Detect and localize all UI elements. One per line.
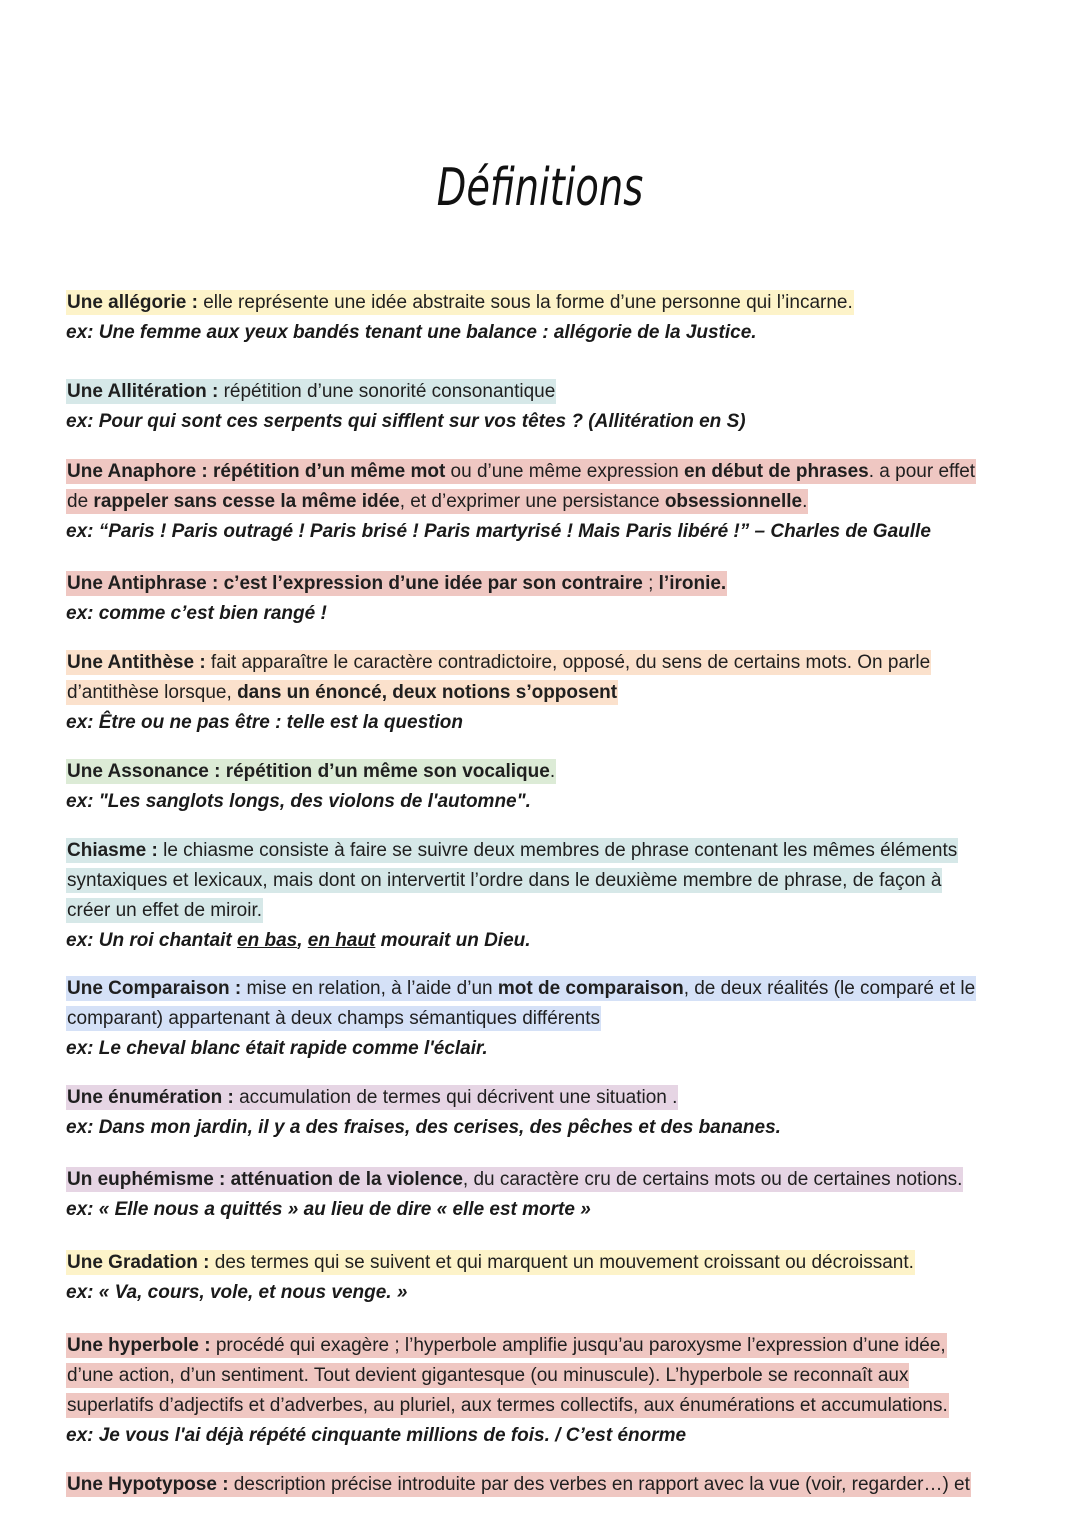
hypotypose-definition [66,1472,971,1497]
entry-hyperbole [66,1331,1016,1451]
example-text: ex: Une femme aux yeux bandés tenant une balance : allégorie de la Justice. [66,322,757,343]
definition-text: , du caractère cru de certains mots ou de certaines notions. [462,1169,963,1190]
term-label: Une Comparaison : [67,978,242,999]
example-part: , [297,930,308,951]
entry-anaphore [66,457,1016,547]
term-label: Une énumération : [67,1087,234,1108]
chiasme-definition-line1 [66,838,958,863]
definition-bold: l’ironie. [658,573,727,594]
definition-text: accumulation de termes qui décrivent une situation . [233,1087,678,1108]
example-part: mourait un Dieu. [375,930,531,951]
example-text: ex: "Les sanglots longs, des violons de l'automne". [66,791,531,812]
assonance-definition [66,759,556,784]
definition-text: ou d’une même expression [445,461,684,482]
example-underlined: en bas [237,930,298,951]
entry-comparaison [66,974,1016,1064]
example-text [66,926,1016,956]
anaphore-definition-line2 [66,489,808,514]
entry-chiasme [66,836,1016,956]
comparaison-definition-line1 [66,976,976,1001]
term-label: Une hyperbole : [67,1335,211,1356]
example-text: ex: Dans mon jardin, il y a des fraises, des cerises, des pêches et des bananes. [66,1117,781,1138]
definition-text: répétition d’une sonorité consonantique [218,381,556,402]
enumeration-definition [66,1085,678,1110]
term-label: Chiasme : [67,840,158,861]
definition-text: , et d’exprimer une persistance [399,491,665,512]
example-text: ex: Pour qui sont ces serpents qui sifflent sur vos têtes ? (Allitération en S) [66,411,746,432]
anaphore-definition-line1 [66,459,976,484]
alliteration-definition [66,379,556,404]
example-text: ex: Être ou ne pas être : telle est la question [66,712,464,733]
definition-text: des termes qui se suivent et qui marquent un mouvement croissant ou décroissant. [209,1252,914,1273]
entry-gradation [66,1248,1016,1308]
definition-text: . a pour effet [868,461,976,482]
definition-text: , de deux réalités (le comparé et le [683,978,976,999]
example-text: ex: Je vous l'ai déjà répété cinquante millions de fois. / C’est énorme [66,1425,687,1446]
definition-text: elle représente une idée abstraite sous la forme d’une personne qui l’incarne. [197,292,853,313]
term-label: Une Anaphore : répétition d’un même mot [67,461,446,482]
entry-hypotypose [66,1470,1016,1500]
entry-euphemisme [66,1165,1016,1225]
euphemisme-definition [66,1167,963,1192]
term-label: Une allégorie : [67,292,198,313]
example-part: ex: Un roi chantait [66,930,238,951]
chiasme-definition-line3: créer un effet de miroir. [67,900,263,921]
definition-text: . [802,491,808,512]
example-text: ex: « Elle nous a quittés » au lieu de dire « elle est morte » [66,1199,591,1220]
definition-text: procédé qui exagère ; l’hyperbole amplifie jusqu’au paroxysme l’expression d’une idée, [210,1335,946,1356]
allegorie-definition [66,290,854,315]
term-label: Une Antithèse : [67,652,206,673]
gradation-definition [66,1250,915,1275]
example-text: ex: Le cheval blanc était rapide comme l'éclair. [66,1038,488,1059]
antiphrase-definition [66,571,727,596]
definition-bold: mot de comparaison [497,978,684,999]
term-label: Une Gradation : [67,1252,210,1273]
term-label: Une Antiphrase : c’est l’expression d’une idée par son contraire [67,573,643,594]
definition-text: ; [642,573,659,594]
definition-bold: rappeler sans cesse la même idée [93,491,400,512]
definition-text: fait apparaître le caractère contradictoire, opposé, du sens de certains mots. On parle [205,652,931,673]
definition-text: le chiasme consiste à faire se suivre deux membres de phrase contenant les mêmes éléments [157,840,958,861]
definition-bold: dans un énoncé, deux notions s’opposent [237,682,618,703]
page-title: Définitions [436,158,644,218]
term-label: Un euphémisme : atténuation de la violence [67,1169,463,1190]
entry-allegorie [66,288,1016,348]
example-underlined: en haut [307,930,376,951]
antithese-definition-line2 [66,680,618,705]
entry-enumeration [66,1083,1016,1143]
definition-bold: obsessionnelle [664,491,803,512]
definition-text: description précise introduite par des verbes en rapport avec la vue (voir, regarder…) et [228,1474,970,1495]
term-label: Une Hypotypose : [67,1474,229,1495]
definition-text: . [549,761,556,782]
example-text: ex: comme c’est bien rangé ! [66,603,327,624]
term-label: Une Allitération : [67,381,219,402]
example-text: ex: “Paris ! Paris outragé ! Paris brisé ! Paris martyrisé ! Mais Paris libéré !” – Charles de Gaulle [66,521,931,542]
definition-text: d’antithèse lorsque, [67,682,238,703]
hyperbole-definition-line1 [66,1333,947,1358]
entry-assonance [66,757,1016,817]
comparaison-definition-line2: comparant) appartenant à deux champs sémantiques différents [67,1008,601,1029]
term-label: Une Assonance : répétition d’un même son vocalique [67,761,550,782]
definition-text: mise en relation, à l’aide d’un [241,978,498,999]
hyperbole-definition-line2: d’une action, d’un sentiment. Tout devient gigantesque (ou minuscule). L’hyperbole se reconnaît aux [67,1365,909,1386]
antithese-definition-line1 [66,650,931,675]
example-text: ex: « Va, cours, vole, et nous venge. » [66,1282,408,1303]
entry-antithese [66,648,1016,738]
entry-alliteration [66,377,1016,437]
entry-antiphrase [66,569,1016,629]
chiasme-definition-line2: syntaxiques et lexicaux, mais dont on intervertit l’ordre dans le deuxième membre de phrase, de façon à [67,870,942,891]
definition-bold: en début de phrases [683,461,869,482]
hyperbole-definition-line3: superlatifs d’adjectifs et d’adverbes, au pluriel, aux termes collectifs, aux énumérations et accumulations. [67,1395,948,1416]
definition-text: de [67,491,94,512]
